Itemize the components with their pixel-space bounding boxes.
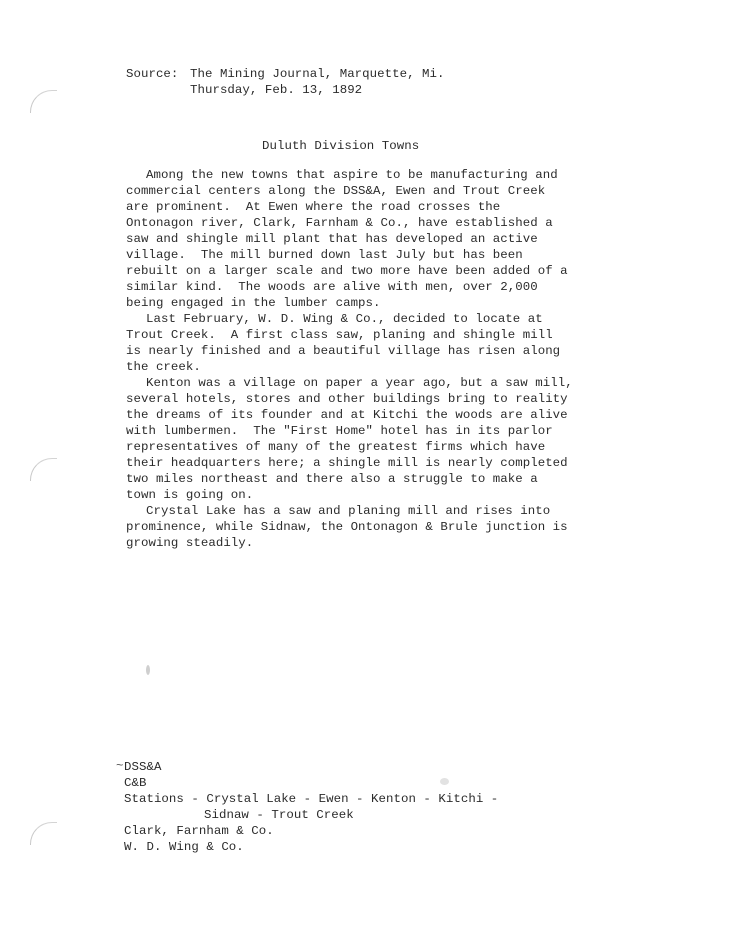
article-line: Among the new towns that aspire to be manufacturing and	[146, 168, 558, 182]
scan-speck	[440, 778, 449, 785]
article-line: the creek.	[126, 360, 201, 374]
article-line: with lumbermen. The "First Home" hotel has in its parlor	[126, 424, 553, 438]
article-line: Ontonagon river, Clark, Farnham & Co., have established a	[126, 216, 553, 230]
scan-speck	[146, 665, 150, 675]
note-stations-continued: Sidnaw - Trout Creek	[204, 808, 354, 822]
article-line: is nearly finished and a beautiful village has risen along	[126, 344, 561, 358]
note-company: W. D. Wing & Co.	[124, 840, 244, 854]
source-label: Source:	[126, 67, 179, 81]
article-line: Kenton was a village on paper a year ago, but a saw mill,	[146, 376, 573, 390]
article-line: similar kind. The woods are alive with men, over 2,000	[126, 280, 538, 294]
article-line: Crystal Lake has a saw and planing mill and rises into	[146, 504, 551, 518]
article-line: being engaged in the lumber camps.	[126, 296, 381, 310]
note-railroad: DSS&A	[124, 760, 162, 774]
handwritten-tick-mark: ~	[116, 759, 124, 773]
article-line: Last February, W. D. Wing & Co., decided to locate at	[146, 312, 543, 326]
article-title: Duluth Division Towns	[262, 139, 420, 153]
article-line: growing steadily.	[126, 536, 254, 550]
note-company: Clark, Farnham & Co.	[124, 824, 274, 838]
article-line: representatives of many of the greatest firms which have	[126, 440, 546, 454]
punch-hole-mark-bottom	[30, 822, 57, 845]
article-line: town is going on.	[126, 488, 254, 502]
article-line: are prominent. At Ewen where the road crosses the	[126, 200, 501, 214]
article-line: prominence, while Sidnaw, the Ontonagon & Brule junction is	[126, 520, 568, 534]
article-line: two miles northeast and there also a struggle to make a	[126, 472, 538, 486]
article-line: village. The mill burned down last July but has been	[126, 248, 523, 262]
article-line: the dreams of its founder and at Kitchi the woods are alive	[126, 408, 568, 422]
source-date: Thursday, Feb. 13, 1892	[190, 83, 363, 97]
punch-hole-mark-top	[30, 90, 57, 113]
article-line: their headquarters here; a shingle mill is nearly completed	[126, 456, 568, 470]
article-line: Trout Creek. A first class saw, planing and shingle mill	[126, 328, 553, 342]
punch-hole-mark-middle	[30, 458, 57, 481]
source-publication: The Mining Journal, Marquette, Mi.	[190, 67, 445, 81]
note-stations: Stations - Crystal Lake - Ewen - Kenton - Kitchi -	[124, 792, 499, 806]
article-line: commercial centers along the DSS&A, Ewen and Trout Creek	[126, 184, 546, 198]
note-line-code: C&B	[124, 776, 147, 790]
article-line: saw and shingle mill plant that has developed an active	[126, 232, 538, 246]
article-line: rebuilt on a larger scale and two more have been added of a	[126, 264, 568, 278]
article-line: several hotels, stores and other buildings bring to reality	[126, 392, 568, 406]
